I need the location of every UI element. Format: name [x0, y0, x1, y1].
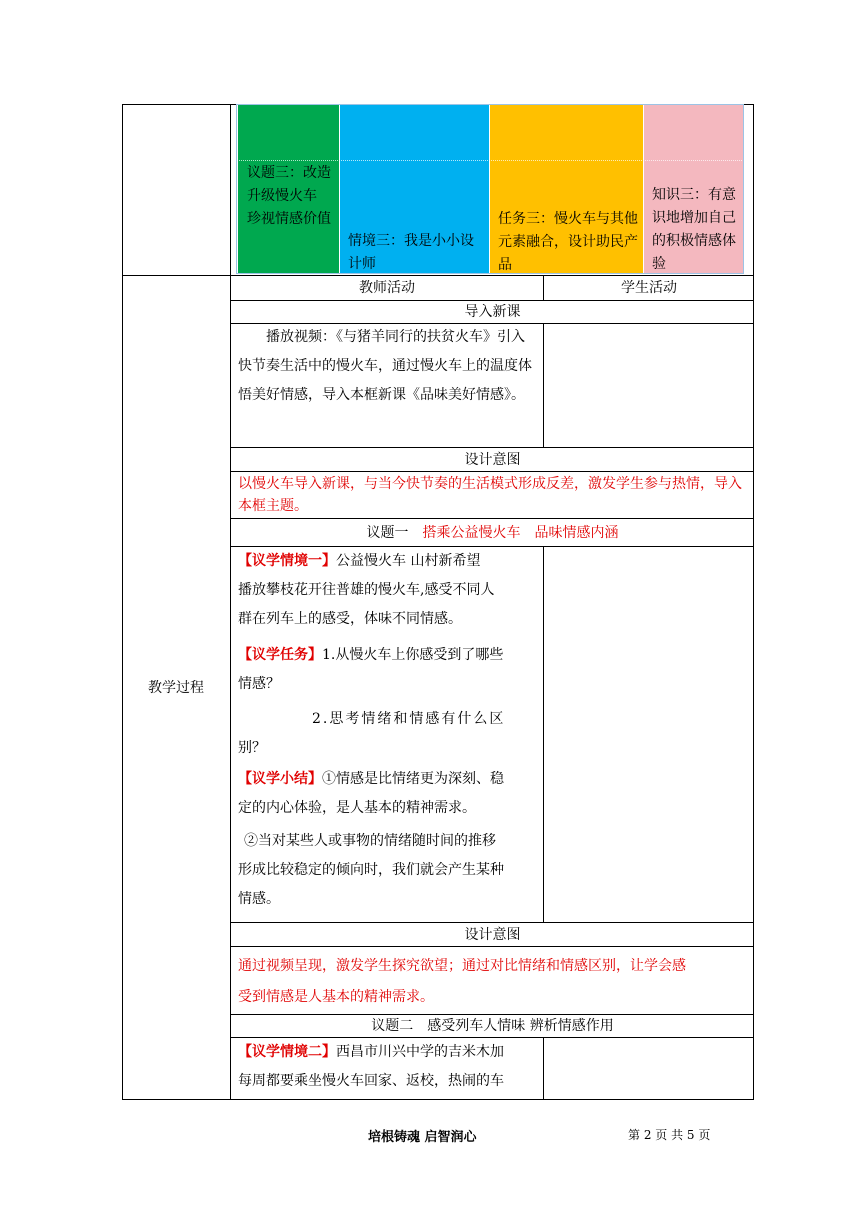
design-intent-title: 设计意图	[464, 926, 521, 943]
scenario-one-text: 公益慢火车 山村新希望	[336, 553, 481, 569]
task-line	[238, 641, 540, 670]
grid-topic-text: 议题三：改造升级慢火车 珍视情感价值	[247, 165, 331, 227]
scenario-one-line	[238, 547, 540, 576]
scenario-two-text: 西昌市川兴中学的吉米木加	[336, 1044, 504, 1060]
color-grid	[236, 104, 744, 274]
task-line: 别？	[238, 740, 266, 756]
design-intent-title: 设计意图	[464, 451, 521, 468]
summary-text: ①情感是比情绪更为深刻、稳	[322, 771, 504, 787]
scenario-one-line: 播放攀枝花开往普雄的慢火车,感受不同人	[238, 582, 495, 598]
footer-slogan: 培根铸魂 启智润心	[368, 1130, 477, 1145]
teacher-activity-header: 教师活动	[359, 280, 415, 296]
intro-text: 播放视频：《与猪羊同行的扶贫火车》引入快节奏生活中的慢火车，通过慢火车上的温度体悟美好情感，导入本框新课《品味美好情感》。	[238, 329, 532, 403]
student-activity-header: 学生活动	[621, 280, 677, 296]
topic-two-title: 议题二 感受列车人情味 辨析情感作用	[371, 1018, 614, 1034]
scenario-one-label: 【议学情境一】	[238, 553, 336, 569]
summary-line: 形成比较稳定的倾向时，我们就会产生某种	[238, 862, 504, 878]
topic-one-prefix: 议题一	[366, 524, 409, 541]
row-label: 教学过程	[148, 680, 204, 696]
design-intent-line: 受到情感是人基本的精神需求。	[238, 989, 434, 1005]
summary-line: 情感。	[238, 891, 280, 907]
scenario-two-line: 每周都要乘坐慢火车回家、返校，热闹的车	[238, 1073, 504, 1089]
design-intent-text: 以慢火车导入新课，与当今快节奏的生活模式形成反差，激发学生参与热情，导入本框主题。	[238, 476, 742, 514]
design-intent-line: 通过视频呈现，激发学生探究欲望；通过对比情绪和情感区别，让学会感	[238, 958, 686, 974]
scenario-two-label: 【议学情境二】	[238, 1044, 336, 1060]
task-line: 2.思考情绪和情感有什么区	[312, 711, 506, 727]
grid-knowledge-text: 知识三：有意识地增加自己的积极情感体验	[652, 187, 736, 272]
summary-line: ②当对某些人或事物的情绪随时间的推移	[244, 833, 496, 849]
summary-line: 定的内心体验，是人基本的精神需求。	[238, 800, 476, 816]
scenario-two-line	[238, 1038, 542, 1067]
task-line: 情感？	[238, 676, 280, 692]
task-text: 1.从慢火车上你感受到了哪些	[322, 647, 504, 663]
task-label: 【议学任务】	[238, 647, 322, 663]
intro-title: 导入新课	[464, 304, 521, 320]
topic-one-title	[231, 519, 754, 546]
page-number: 第 2 页 共 5 页	[628, 1128, 711, 1142]
table-divider	[230, 104, 231, 1100]
grid-scenario-text: 情境三：我是小小设计师	[348, 233, 474, 272]
summary-line	[238, 765, 540, 794]
topic-one-name: 搭乘公益慢火车 品味情感内涵	[422, 524, 619, 541]
grid-task-text: 任务三：慢火车与其他元素融合，设计助民产品	[498, 211, 638, 273]
summary-label: 【议学小结】	[238, 771, 322, 787]
grid-border	[236, 104, 744, 274]
scenario-one-line: 群在列车上的感受，体味不同情感。	[238, 611, 462, 627]
